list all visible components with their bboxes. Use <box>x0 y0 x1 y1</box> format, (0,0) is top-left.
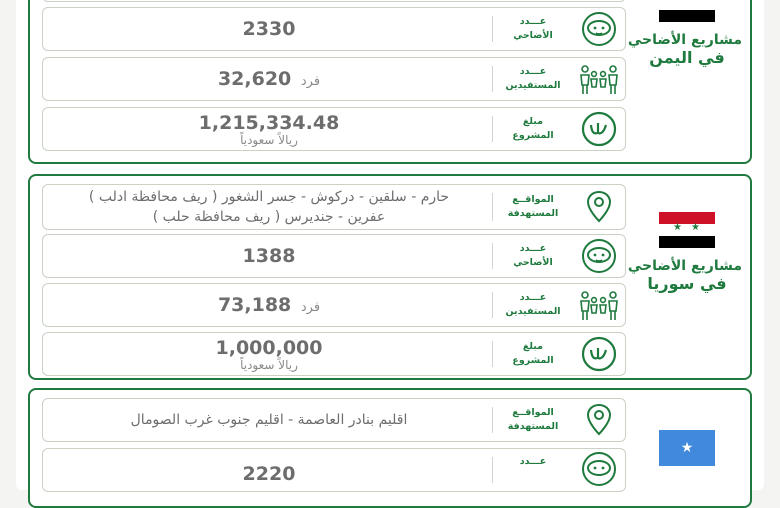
riyal-icon <box>581 336 617 372</box>
yemen-title-line1: مشاريع الأضاحي <box>627 32 742 48</box>
syria-beneficiaries-label: عـــدد المستفيدين <box>505 292 561 317</box>
somalia-sacrifices-value: 2220 <box>242 463 296 485</box>
somalia-sacrifices-row <box>42 448 626 492</box>
somalia-sacrifices-label: عـــدد <box>519 456 547 467</box>
yemen-amount-label: مبلغ المشروع <box>512 116 554 141</box>
somalia-locations-value: اقليم بنادر العاصمة - اقليم جنوب غرب الصومال <box>130 412 408 428</box>
yemen-amount-value: 1,215,334.48 ريالاً سعودياً <box>198 112 340 147</box>
somalia-card <box>28 388 752 508</box>
yemen-beneficiaries-row <box>42 57 626 101</box>
syria-locations-row <box>42 184 626 230</box>
star-icon: ★ <box>691 222 700 233</box>
syria-amount-value: 1,000,000 ريالاً سعودياً <box>215 337 323 372</box>
family-icon <box>581 61 617 97</box>
location-pin-icon <box>581 0 617 1</box>
syria-flag <box>659 212 715 248</box>
syria-sacrifices-label: عـــدد الأضاحي <box>513 243 553 268</box>
somalia-country <box>632 430 742 476</box>
location-pin-icon <box>581 402 617 438</box>
location-pin-icon <box>581 189 617 225</box>
somalia-locations-label: المواقــع المستهدفة <box>507 407 559 432</box>
yemen-sacrifices-row <box>42 7 626 51</box>
somalia-locations-row <box>42 398 626 442</box>
star-icon: ★ <box>680 440 694 456</box>
sheep-icon <box>581 238 617 274</box>
yemen-beneficiaries-label: عـــدد المستفيدين <box>505 66 561 91</box>
family-icon <box>581 287 617 323</box>
syria-beneficiaries-row <box>42 283 626 327</box>
yemen-locations-row <box>42 0 626 2</box>
syria-title-line1: مشاريع الأضاحي <box>627 258 742 274</box>
syria-card <box>28 174 752 380</box>
yemen-country <box>627 0 742 67</box>
sheet <box>16 0 764 490</box>
yemen-amount-row <box>42 107 626 151</box>
syria-sacrifices-row <box>42 234 626 278</box>
syria-country <box>627 212 742 293</box>
somalia-flag <box>659 430 715 466</box>
syria-locations-value: حارم - سلقين - دركوش - جسر الشغور ( ريف محافظة ادلب ) عفرين - جنديرس ( ريف محافظة حلب ) <box>88 189 450 225</box>
syria-amount-label: مبلغ المشروع <box>512 341 554 366</box>
yemen-card <box>28 0 752 164</box>
yemen-flag <box>659 0 715 22</box>
syria-sacrifices-value: 1388 <box>242 245 296 267</box>
sheep-icon <box>581 11 617 47</box>
yemen-sacrifices-value: 2330 <box>242 18 296 40</box>
syria-locations-label: المواقــع المستهدفة <box>507 194 559 219</box>
yemen-beneficiaries-value: فرد 32,620 <box>217 68 321 90</box>
syria-title-line2: في سوريا <box>647 274 727 293</box>
star-icon: ★ <box>673 222 682 233</box>
sheep-icon <box>581 451 617 487</box>
syria-amount-row <box>42 332 626 376</box>
syria-beneficiaries-value: فرد 73,188 <box>217 294 321 316</box>
yemen-title-line2: في اليمن <box>649 48 725 67</box>
yemen-sacrifices-label: عـــدد الأضاحي <box>513 16 553 41</box>
riyal-icon <box>581 111 617 147</box>
